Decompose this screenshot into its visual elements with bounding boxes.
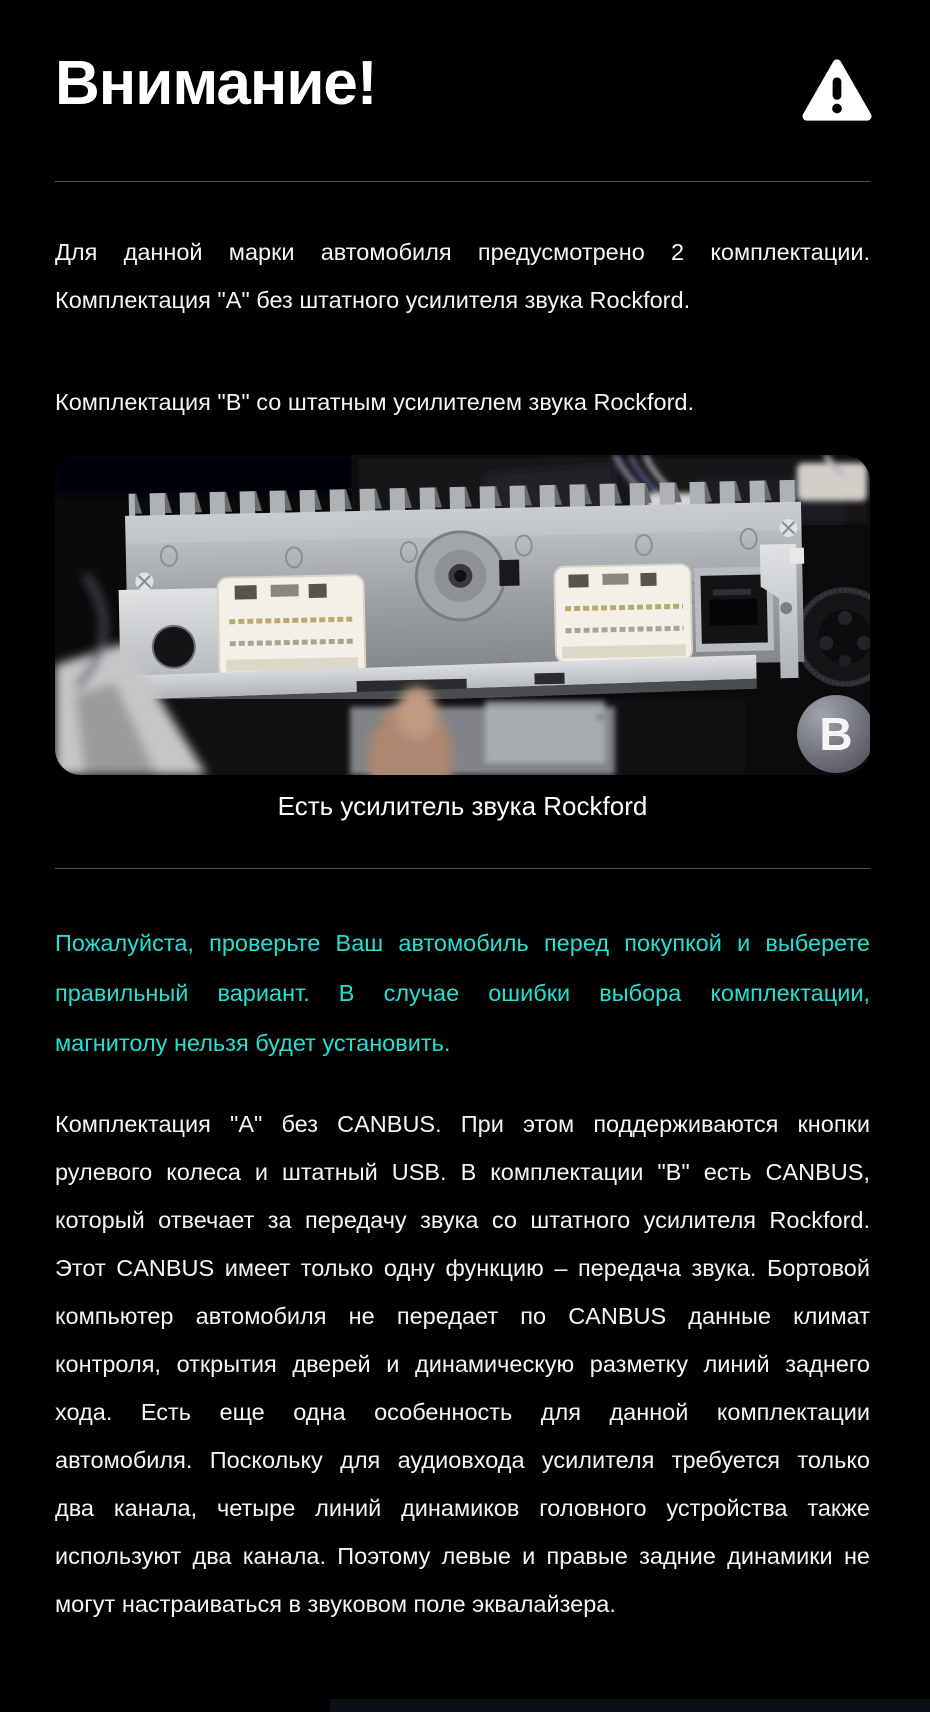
text-line: который отвечает за передачу звука со штатного усилителя Rockford. bbox=[55, 1207, 870, 1233]
text-line: Комплектация "А" без CANBUS. При этом поддерживаются кнопки bbox=[55, 1111, 870, 1137]
divider bbox=[55, 181, 870, 182]
variant-b-badge-label: B bbox=[819, 708, 853, 760]
intro-paragraph-2 bbox=[55, 378, 870, 426]
head-unit-rear-photo bbox=[55, 455, 870, 775]
text-line: два канала, четыре линий динамиков головного устройства также bbox=[55, 1495, 870, 1521]
text-line: рулевого колеса и штатный USB. В комплектации "В" есть CANBUS, bbox=[55, 1159, 870, 1185]
chassis bbox=[113, 480, 807, 710]
text-line: правильный вариант. В случае ошибки выбора комплектации, bbox=[55, 980, 870, 1006]
photo-caption: Есть усилитель звука Rockford bbox=[277, 791, 648, 821]
warning-triangle-glyph bbox=[802, 58, 872, 124]
connector-b bbox=[554, 564, 692, 663]
intro-paragraph-1 bbox=[55, 228, 870, 324]
warning-triangle-icon bbox=[802, 58, 872, 124]
text-line: Пожалуйста, проверьте Ваш автомобиль перед покупкой и выберете bbox=[55, 930, 870, 956]
page-title: Внимание! bbox=[55, 49, 377, 118]
bottom-bar bbox=[330, 1699, 930, 1712]
text-line: автомобиля. Поскольку для аудиовхода усилителя требуется только bbox=[55, 1447, 870, 1473]
text-line: хода. Есть еще одна особенность для данной комплектации bbox=[55, 1399, 870, 1425]
head-unit-rear-art bbox=[55, 455, 870, 775]
text-line: используют два канала. Поэтому левые и правые задние динамики не bbox=[55, 1543, 870, 1569]
divider bbox=[55, 868, 870, 869]
text-line: компьютер автомобиля не передает по CANBUS данные климат bbox=[55, 1303, 870, 1329]
text-line: могут настраиваться в звуковом поле эквалайзера. bbox=[55, 1591, 616, 1617]
body-paragraph bbox=[55, 1100, 870, 1628]
text-line: Для данной марки автомобиля предусмотрено 2 комплектации. bbox=[55, 239, 870, 265]
round-knob bbox=[798, 590, 870, 684]
warning-note-paragraph bbox=[55, 918, 870, 1068]
text-line: контроля, открытия дверей и динамическую разметку линий заднего bbox=[55, 1351, 870, 1377]
text-line: Комплектация "В" со штатным усилителем звука Rockford. bbox=[55, 389, 695, 415]
variant-b-badge bbox=[797, 695, 870, 773]
text-line: Комплектация "А" без штатного усилителя звука Rockford. bbox=[55, 287, 691, 313]
text-line: магнитолу нельзя будет установить. bbox=[55, 1030, 451, 1056]
text-line: Этот CANBUS имеет только одну функцию – передача звука. Бортовой bbox=[55, 1255, 870, 1281]
center-bolt bbox=[415, 531, 505, 621]
